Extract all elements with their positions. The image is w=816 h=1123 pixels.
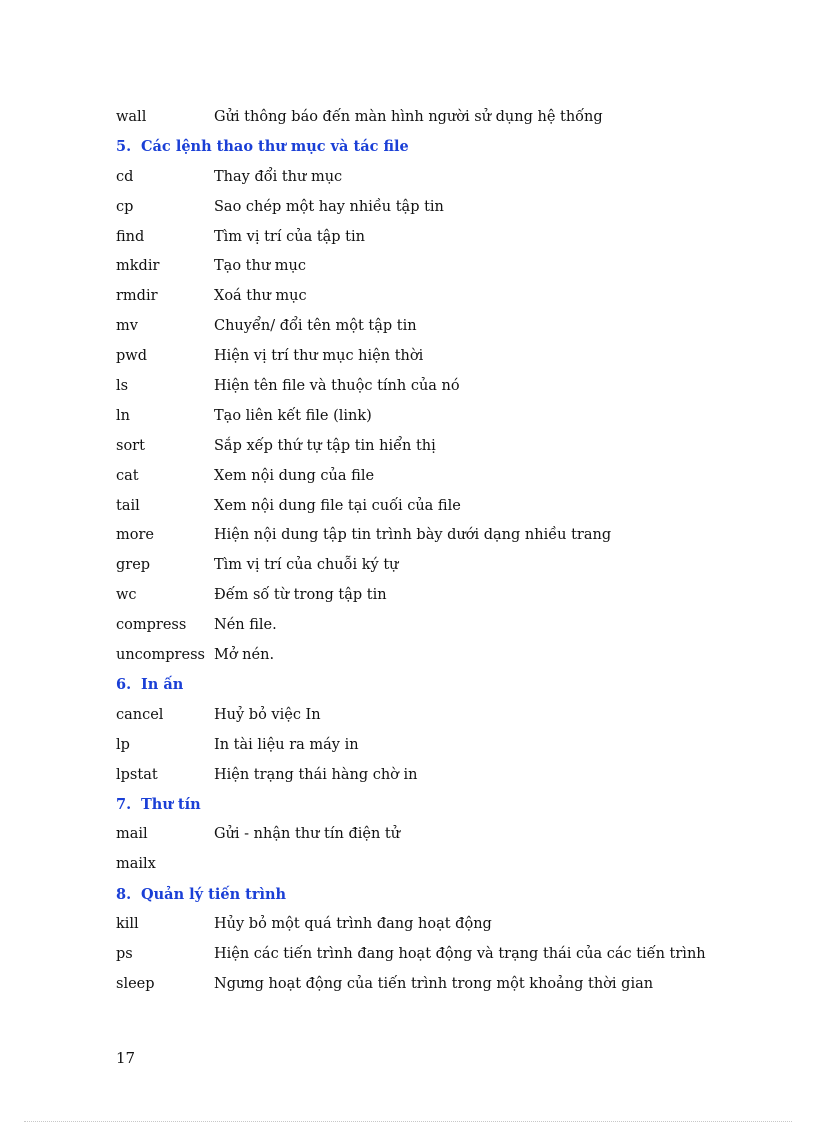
command-name: more	[116, 527, 154, 544]
command-name: wc	[116, 587, 137, 604]
command-description: Chuyển/ đổi tên một tập tin	[214, 318, 417, 335]
command-description: Nén file.	[214, 617, 277, 634]
command-row	[116, 102, 716, 132]
command-name: mv	[116, 318, 138, 335]
command-name: mail	[116, 826, 148, 843]
command-name: cat	[116, 467, 139, 484]
command-description: Tạo liên kết file (link)	[214, 407, 372, 424]
command-description: Thay đổi thư mục	[214, 168, 343, 185]
command-name: cancel	[116, 706, 164, 723]
command-name: wall	[116, 108, 147, 125]
command-description: Xem nội dung của file	[214, 467, 375, 484]
section-number: 8.	[116, 885, 132, 903]
command-name: rmdir	[116, 288, 158, 305]
command-description: Tìm vị trí của chuỗi ký tự	[214, 557, 399, 574]
command-description: Đếm số từ trong tập tin	[214, 587, 387, 604]
command-row	[116, 341, 716, 371]
command-row	[116, 281, 716, 311]
command-name: cd	[116, 168, 134, 185]
command-row	[116, 222, 716, 252]
section-heading	[116, 879, 716, 909]
command-row	[116, 550, 716, 580]
command-row	[116, 819, 716, 849]
command-row	[116, 461, 716, 491]
command-row	[116, 162, 716, 192]
command-name: lpstat	[116, 766, 158, 783]
command-description: Tìm vị trí của tập tin	[214, 228, 365, 245]
command-description: Mở nén.	[214, 646, 275, 663]
command-row	[116, 431, 716, 461]
command-description: Hiện nội dung tập tin trình bày dưới dạng nhiều trang	[214, 527, 612, 544]
section-title: Quản lý tiến trình	[141, 885, 287, 903]
command-name: pwd	[116, 348, 147, 365]
command-name: grep	[116, 557, 151, 574]
section-title: Thư tín	[141, 795, 201, 813]
command-row	[116, 909, 716, 939]
command-row	[116, 491, 716, 521]
page-number: 17	[116, 1049, 136, 1067]
command-description: Sao chép một hay nhiều tập tin	[214, 198, 444, 215]
command-description: Hiện các tiến trình đang hoạt động và trạng thái của các tiến trình	[214, 945, 706, 962]
command-name: uncompress	[116, 646, 205, 663]
command-row	[116, 371, 716, 401]
command-name: mailx	[116, 856, 156, 873]
command-name: cp	[116, 198, 134, 215]
command-description: Ngưng hoạt động của tiến trình trong một khoảng thời gian	[214, 975, 654, 992]
command-row	[116, 192, 716, 222]
section-heading	[116, 789, 716, 819]
command-row	[116, 939, 716, 969]
section-number: 7.	[116, 795, 132, 813]
command-name: find	[116, 228, 145, 245]
command-description: Xoá thư mục	[214, 288, 307, 305]
command-row	[116, 730, 716, 760]
section-heading	[116, 670, 716, 700]
command-description: Hủy bỏ một quá trình đang hoạt động	[214, 915, 492, 932]
command-description: Gửi thông báo đến màn hình người sử dụng hệ thống	[214, 108, 603, 125]
command-description: Huỷ bỏ việc In	[214, 706, 321, 723]
command-name: compress	[116, 617, 187, 634]
command-name: sort	[116, 437, 145, 454]
command-row	[116, 610, 716, 640]
command-name: tail	[116, 497, 140, 514]
command-description: In tài liệu ra máy in	[214, 736, 359, 753]
command-row	[116, 700, 716, 730]
section-number: 5.	[116, 138, 132, 156]
page-bottom-divider	[24, 1121, 792, 1122]
section-heading	[116, 132, 716, 162]
command-name: ln	[116, 407, 130, 424]
command-description: Hiện trạng thái hàng chờ in	[214, 766, 418, 783]
command-description: Gửi - nhận thư tín điện tử	[214, 826, 401, 843]
command-row	[116, 640, 716, 670]
command-name: ls	[116, 377, 129, 394]
command-row	[116, 311, 716, 341]
command-row	[116, 969, 716, 999]
command-name: kill	[116, 915, 139, 932]
command-description: Xem nội dung file tại cuối của file	[214, 497, 461, 514]
command-description: Hiện vị trí thư mục hiện thời	[214, 348, 424, 365]
command-row	[116, 849, 716, 879]
command-description: Tạo thư mục	[214, 258, 306, 275]
command-row	[116, 401, 716, 431]
command-row	[116, 760, 716, 790]
section-title: Các lệnh thao thư mục và tác file	[141, 138, 409, 156]
command-name: lp	[116, 736, 130, 753]
section-title: In ấn	[141, 676, 184, 694]
command-list	[116, 102, 716, 999]
command-name: ps	[116, 945, 133, 962]
command-description: Hiện tên file và thuộc tính của nó	[214, 377, 460, 394]
command-row	[116, 580, 716, 610]
command-row	[116, 520, 716, 550]
section-number: 6.	[116, 676, 132, 694]
command-row	[116, 251, 716, 281]
command-description: Sắp xếp thứ tự tập tin hiển thị	[214, 437, 436, 454]
command-name: mkdir	[116, 258, 160, 275]
command-name: sleep	[116, 975, 155, 992]
